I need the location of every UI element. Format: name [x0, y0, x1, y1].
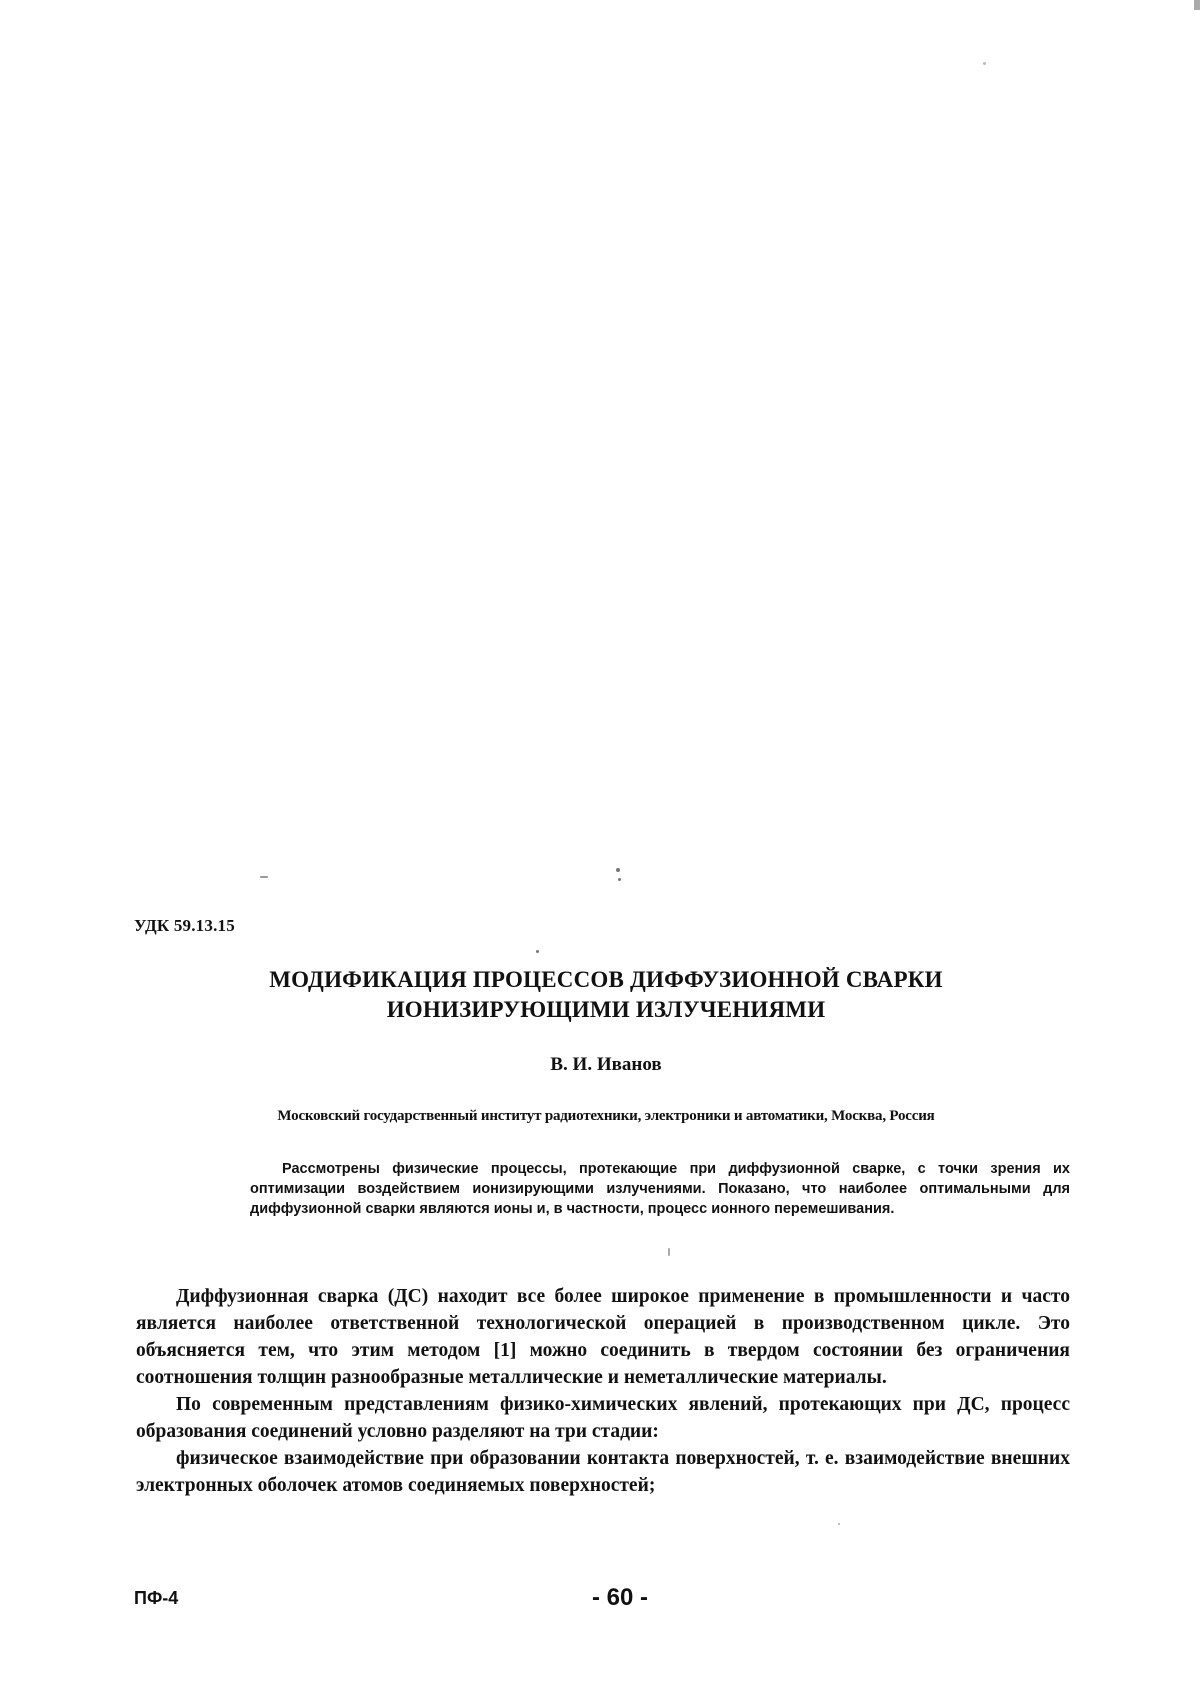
scan-corner-mark	[1194, 0, 1200, 10]
article-title	[134, 965, 1078, 1025]
article-title-line: ИОНИЗИРУЮЩИМИ ИЗЛУЧЕНИЯМИ	[386, 997, 826, 1022]
author-name: В. И. Иванов	[550, 1054, 662, 1075]
scan-speck	[260, 876, 268, 878]
page-number: - 60 -	[591, 1584, 648, 1611]
body-text	[136, 1283, 1070, 1499]
abstract: Рассмотрены физические процессы, протекающие при диффузионной сварке, с точки зрения их оптимизации воздействием ионизирующими излучениями. Показано, что наиболее оптимальными для диффузионной сварки являются ионы и, в частности, процесс ионного перемешивания.	[250, 1161, 1070, 1217]
scan-speck	[838, 1523, 840, 1525]
scan-speck	[536, 950, 539, 953]
author-affiliation: Московский государственный институт радиотехники, электроники и автоматики, Москва, Россия	[277, 1108, 935, 1124]
scan-speck	[618, 878, 621, 881]
udk-code: УДК 59.13.15	[134, 916, 235, 935]
scan-speck	[616, 868, 620, 872]
paragraph: Диффузионная сварка (ДС) находит все более широкое применение в промышленности и часто является наиболее ответственной технологической операцией в производственном цикле. Это объясняется тем, что этим методом [1] можно соединить в твердом состоянии без ограничения соотношения толщин разнообразные металлические и неметаллические материалы.	[136, 1286, 1070, 1388]
scan-speck	[983, 62, 986, 65]
article-title-line: МОДИФИКАЦИЯ ПРОЦЕССОВ ДИФФУЗИОННОЙ СВАРКИ	[269, 967, 943, 992]
scan-speck	[668, 1248, 670, 1256]
paragraph: физическое взаимодействие при образовании контакта поверхностей, т. е. взаимодействие внешних электронных оболочек атомов соединяемых поверхностей;	[136, 1448, 1070, 1496]
paragraph: По современным представлениям физико-химических явлений, протекающих при ДС, процесс образования соединений условно разделяют на три стадии:	[136, 1394, 1070, 1442]
footer-code: ПФ-4	[134, 1588, 179, 1608]
